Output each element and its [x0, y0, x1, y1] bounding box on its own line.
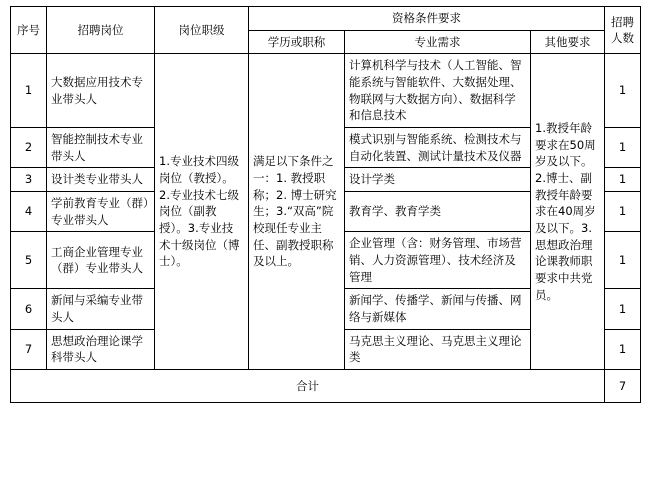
cell-count: 1 — [605, 168, 641, 192]
cell-major: 设计学类 — [345, 168, 531, 192]
column-header-education: 学历或职称 — [249, 30, 345, 54]
cell-seq: 4 — [11, 192, 47, 232]
cell-seq: 6 — [11, 289, 47, 329]
table-total-row — [11, 370, 641, 403]
column-header-seq: 序号 — [11, 7, 47, 54]
cell-post: 学前教育专业（群）专业带头人 — [47, 192, 155, 232]
cell-post: 大数据应用技术专业带头人 — [47, 54, 155, 128]
column-header-rank: 岗位职级 — [155, 7, 249, 54]
column-header-qualification-group: 资格条件要求 — [249, 7, 605, 31]
header-row-1 — [11, 7, 641, 31]
cell-seq: 2 — [11, 128, 47, 168]
cell-major: 模式识别与智能系统、检测技术与自动化装置、测试计量技术及仪器 — [345, 128, 531, 168]
cell-post: 智能控制技术专业带头人 — [47, 128, 155, 168]
cell-seq: 5 — [11, 232, 47, 289]
column-header-major: 专业需求 — [345, 30, 531, 54]
cell-count: 1 — [605, 192, 641, 232]
cell-major: 计算机科学与技术（人工智能、智能系统与智能软件、大数据处理、物联网与大数据方向）、数据科学和信息技术 — [345, 54, 531, 128]
cell-major: 马克思主义理论、马克思主义理论类 — [345, 329, 531, 369]
cell-post: 思想政治理论课学科带头人 — [47, 329, 155, 369]
cell-count: 1 — [605, 128, 641, 168]
cell-major: 教育学、教育学类 — [345, 192, 531, 232]
cell-major: 新闻学、传播学、新闻与传播、网络与新媒体 — [345, 289, 531, 329]
cell-education: 满足以下条件之一：1. 教授职称；2. 博士研究生；3.“双高”院校现任专业主任、副教授职称及以上。 — [249, 54, 345, 370]
total-label: 合计 — [11, 370, 605, 403]
cell-count: 1 — [605, 289, 641, 329]
recruitment-table — [10, 6, 641, 403]
cell-count: 1 — [605, 54, 641, 128]
cell-count: 1 — [605, 329, 641, 369]
column-header-other: 其他要求 — [531, 30, 605, 54]
cell-count: 1 — [605, 232, 641, 289]
cell-rank: 1.专业技术四级岗位（教授）。2.专业技术七级岗位（副教授）。3.专业技术十级岗位（博士）。 — [155, 54, 249, 370]
cell-seq: 3 — [11, 168, 47, 192]
column-header-count: 招聘人数 — [605, 7, 641, 54]
total-count: 7 — [605, 370, 641, 403]
table-header — [11, 7, 641, 54]
cell-post: 工商企业管理专业（群）专业带头人 — [47, 232, 155, 289]
cell-post: 设计类专业带头人 — [47, 168, 155, 192]
table-row — [11, 54, 641, 128]
cell-seq: 1 — [11, 54, 47, 128]
cell-other: 1.教授年龄要求在50周岁及以下。2.博士、副教授年龄要求在40周岁及以下。3.思想政治理论课教师职要求中共党员。 — [531, 54, 605, 370]
column-header-post: 招聘岗位 — [47, 7, 155, 54]
cell-major: 企业管理（含：财务管理、市场营销、人力资源管理）、技术经济及管理 — [345, 232, 531, 289]
cell-seq: 7 — [11, 329, 47, 369]
cell-post: 新闻与采编专业带头人 — [47, 289, 155, 329]
table-body — [11, 54, 641, 403]
